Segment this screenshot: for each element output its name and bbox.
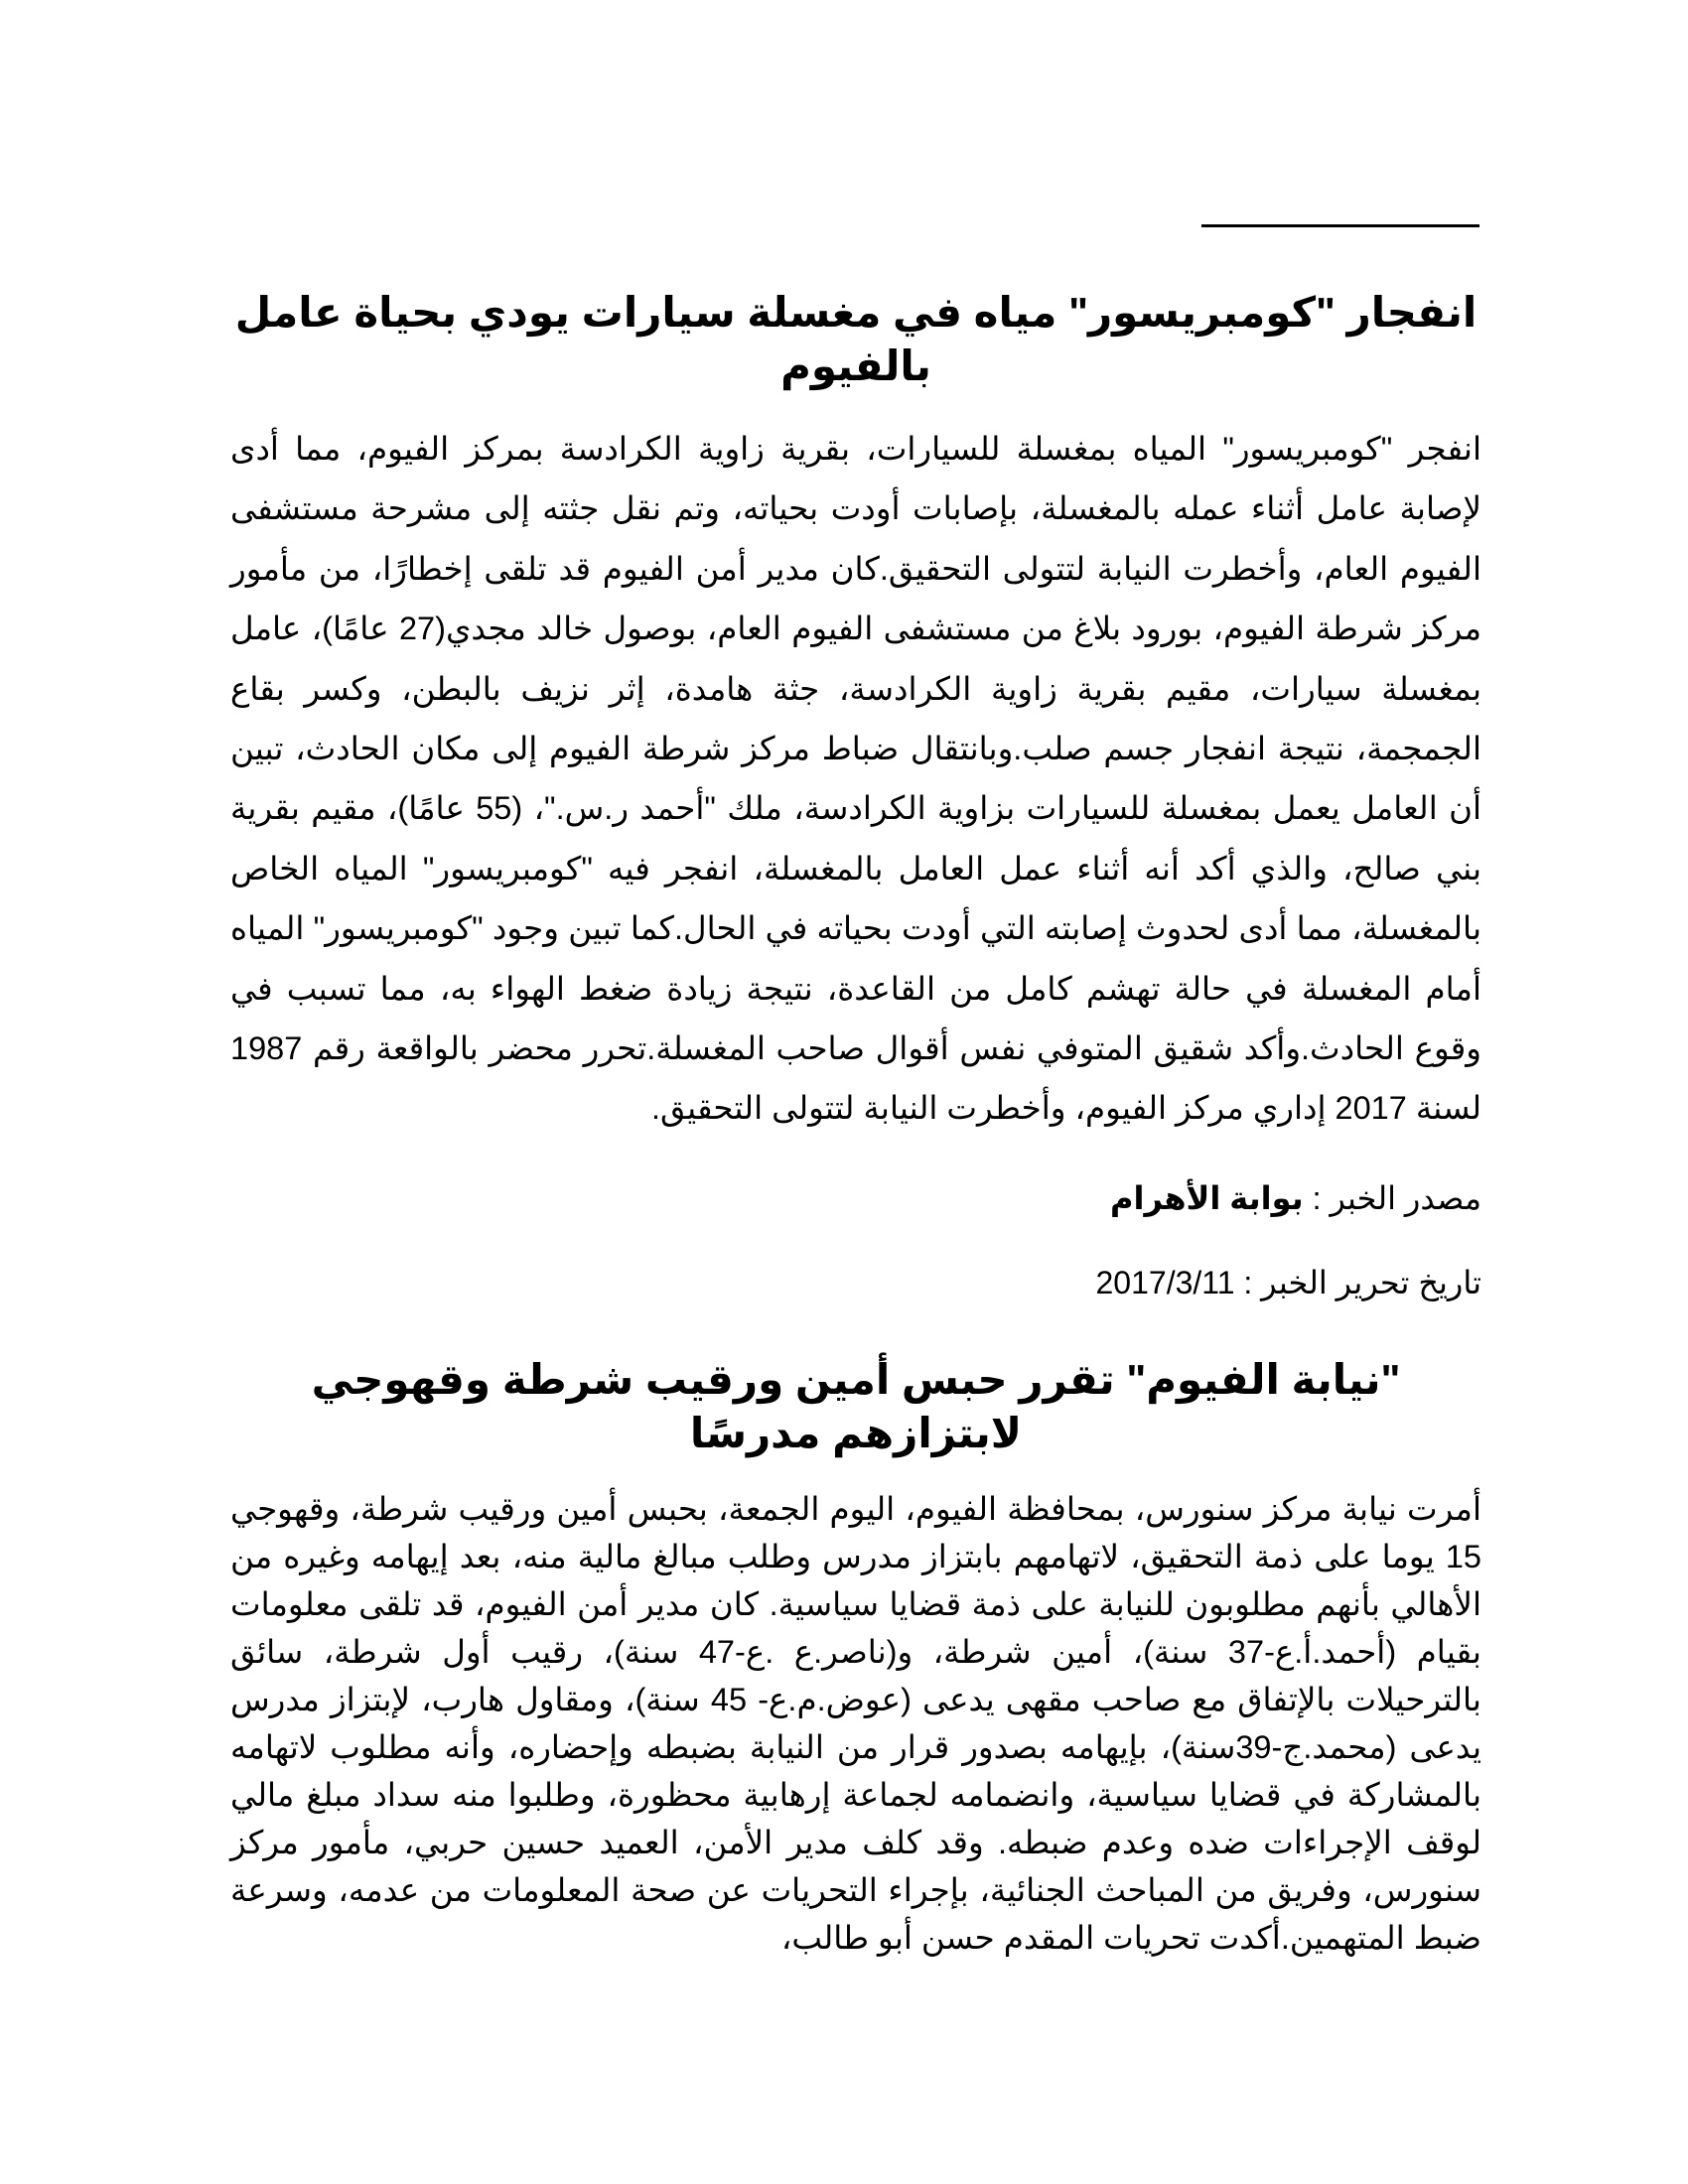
- article-1-source: [230, 1176, 1481, 1220]
- date-label: تاريخ تحرير الخبر :: [1243, 1265, 1481, 1300]
- article-2-title: "نيابة الفيوم" تقرر حبس أمين ورقيب شرطة وقهوجي لابتزازهم مدرسًا: [311, 1356, 1401, 1456]
- article-2-body: أمرت نيابة مركز سنورس، بمحافظة الفيوم، اليوم الجمعة، بحبس أمين ورقيب شرطة، وقهوجي 15 يوما على ذمة التحقيق، لاتهامهم بابتزاز مدرس وطلب مبالغ مالية منه، بعد إيهامه وغيره من الأهالي بأنهم مطلوبون للنيابة على ذمة قضايا سياسية. كان مدير أمن الفيوم، قد تلقى معلومات بقيام (أحمد.أ.ع-37 سنة)، أمين شرطة، و(ناصر.ع .ع-47 سنة)، رقيب أول شرطة، سائق بالترحيلات بالإتفاق مع صاحب مقهى يدعى (عوض.م.ع- 45 سنة)، ومقاول هارب، لإبتزاز مدرس يدعى (محمد.ج-39سنة)، بإيهامه بصدور قرار من النيابة بضبطه وإحضاره، وأنه مطلوب لاتهامه بالمشاركة في قضايا سياسية، وانضمامه لجماعة إرهابية محظورة، وطلبوا منه سداد مبلغ مالي لوقف الإجراءات ضده وعدم ضبطه. وقد كلف مدير الأمن، العميد حسين حربي، مأمور مركز سنورس، وفريق من المباحث الجنائية، بإجراء التحريات عن صحة المعلومات من عدمه، وسرعة ضبط المتهمين.أكدت تحريات المقدم حسن أبو طالب،: [230, 1491, 1481, 1956]
- date-value: 2017/3/11: [1095, 1265, 1235, 1300]
- source-label: مصدر الخبر :: [1312, 1180, 1481, 1216]
- article-1-title: انفجار "كومبريسور" مياه في مغسلة سيارات يودي بحياة عامل بالفيوم: [234, 289, 1477, 389]
- article-1-date: [230, 1261, 1481, 1304]
- header-rule: [1201, 224, 1479, 227]
- source-value: بوابة الأهرام: [1110, 1180, 1304, 1216]
- article-1-body: انفجر "كومبريسور" المياه بمغسلة للسيارات، بقرية زاوية الكرادسة بمركز الفيوم، مما أدى لإصابة عامل أثناء عمله بالمغسلة، بإصابات أودت بحياته، وتم نقل جثته إلى مشرحة مستشفى الفيوم العام، وأخطرت النيابة لتتولى التحقيق.كان مدير أمن الفيوم قد تلقى إخطارًا، من مأمور مركز شرطة الفيوم، بورود بلاغ من مستشفى الفيوم العام، بوصول خالد مجدي(27 عامًا)، عامل بمغسلة سيارات، مقيم بقرية زاوية الكرادسة، جثة هامدة، إثر نزيف بالبطن، وكسر بقاع الجمجمة، نتيجة انفجار جسم صلب.وبانتقال ضباط مركز شرطة الفيوم إلى مكان الحادث، تبين أن العامل يعمل بمغسلة للسيارات بزاوية الكرادسة، ملك "أحمد ر.س."، (55 عامًا)، مقيم بقرية بني صالح، والذي أكد أنه أثناء عمل العامل بالمغسلة، انفجر فيه "كومبريسور" المياه الخاص بالمغسلة، مما أدى لحدوث إصابته التي أودت بحياته في الحال.كما تبين وجود "كومبريسور" المياه أمام المغسلة في حالة تهشم كامل من القاعدة، نتيجة زيادة ضغط الهواء به، مما تسبب في وقوع الحادث.وأكد شقيق المتوفي نفس أقوال صاحب المغسلة.تحرر محضر بالواقعة رقم 1987 لسنة 2017 إداري مركز الفيوم، وأخطرت النيابة لتتولى التحقيق.: [230, 431, 1481, 1127]
